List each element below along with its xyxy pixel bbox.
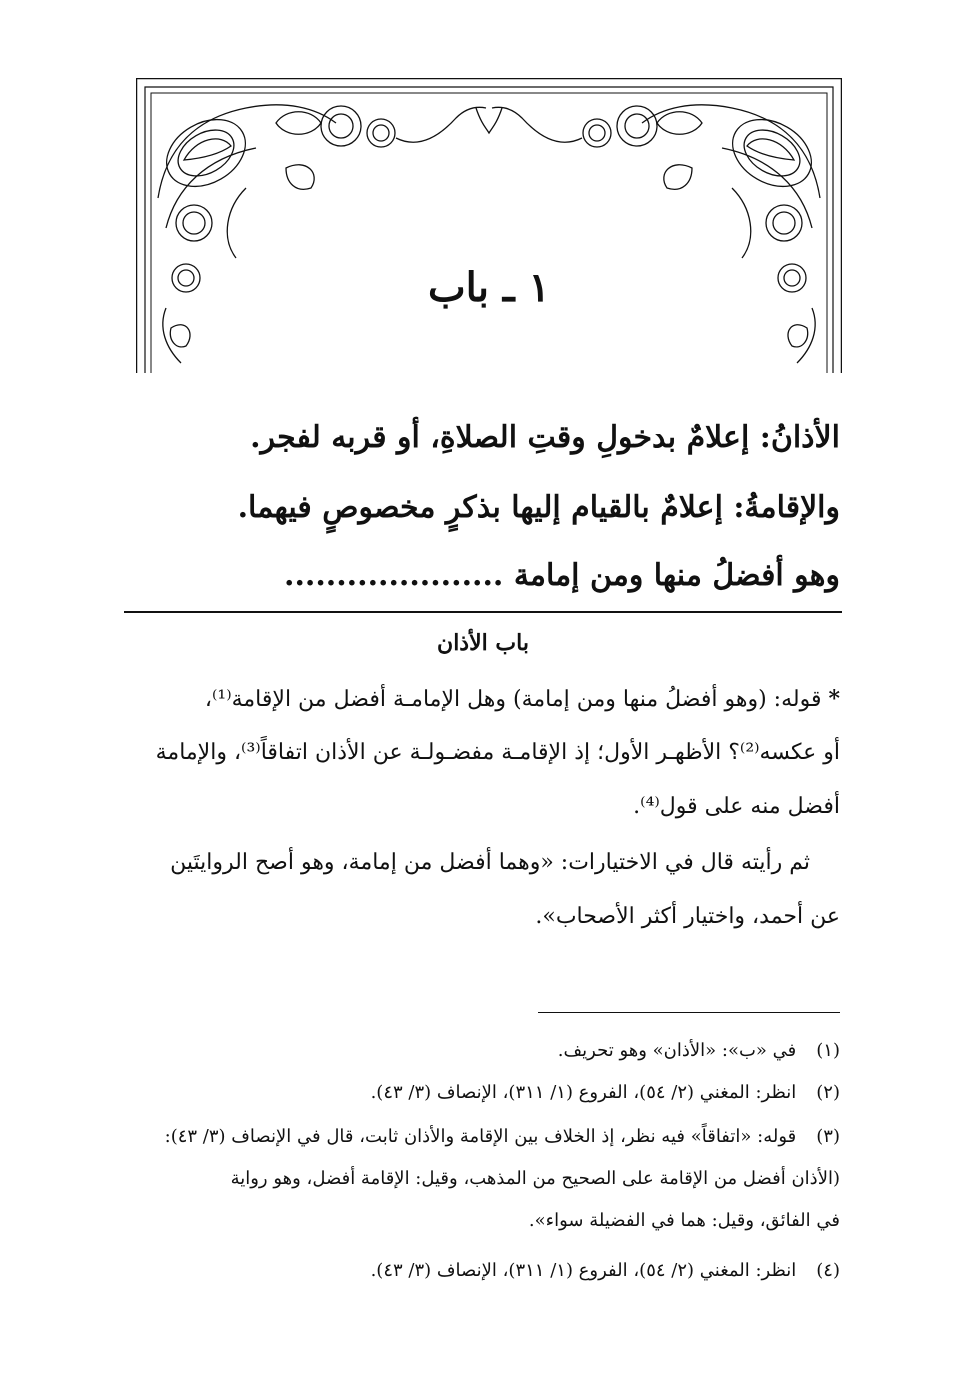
footnote-text: انظر: المغني (٢/ ٥٤)، الفروع (١/ ٣١١)، الإنصاف (٣/ ٤٣). — [370, 1082, 797, 1103]
footnote-text: قوله: «اتفاقاً» فيه نظر، إذ الخلاف بين الإقامة والأذان ثابت، قال في الإنصاف (٣/ ٤٣): — [164, 1126, 797, 1147]
footnote-3-line-3: في الفائق، وقيل: هما في الفضيلة سواء». — [528, 1210, 840, 1231]
footnote-3 — [124, 1126, 840, 1147]
commentary-p1-line2: أو عكسه⁽²⁾؟ الأظهـر الأول؛ إذ الإقامـة مفضـولـة عن الأذان اتفاقاً⁽³⁾، والإمامة — [155, 740, 840, 765]
footnote-text: انظر: المغني (٢/ ٥٤)، الفروع (١/ ٣١١)، الإنصاف (٣/ ٤٣). — [370, 1260, 797, 1281]
footnote-4 — [124, 1260, 840, 1281]
ornamental-header-frame — [136, 78, 842, 373]
footnote-number: (٤) — [816, 1260, 840, 1281]
section-heading: باب الأذان — [437, 630, 529, 656]
commentary-p1-line3: أفضل منه على قول⁽⁴⁾. — [633, 794, 840, 819]
commentary-line-1 — [124, 686, 840, 712]
matn-line-3-dots: ..................... — [284, 558, 504, 593]
matn-line-3-text: وهو أفضلُ منها ومن إمامة — [513, 558, 840, 593]
footnote-text: في «ب»: «الأذان» وهو تحريف. — [557, 1040, 797, 1061]
footnote-number: (٢) — [816, 1082, 840, 1103]
commentary-p2-line1: ثم رأيته قال في الاختيارات: «وهما أفضل من إمامة، وهو أصح الروايتَين — [170, 850, 810, 875]
footnote-divider — [538, 1012, 840, 1013]
chapter-title: ١ ـ باب — [427, 264, 551, 311]
commentary-p2-line2: عن أحمد، واختيار أكثر الأصحاب». — [535, 904, 840, 929]
star-marker: * — [828, 686, 840, 712]
commentary-p1-line1: قوله: (وهو أفضلُ منها ومن إمامة) وهل الإمامـة أفضل من الإقامة⁽¹⁾، — [204, 687, 822, 712]
matn-line-1: الأذانُ: إعلامٌ بدخولِ وقتِ الصلاةِ، أو قربه لفجر. — [250, 420, 840, 455]
matn-line-2: والإقامةُ: إعلامٌ بالقيام إليها بذكرٍ مخصوصٍ فيهما. — [237, 490, 840, 525]
footnote-number: (٣) — [816, 1126, 840, 1147]
footnote-number: (١) — [816, 1040, 840, 1061]
footnote-1 — [124, 1040, 840, 1061]
footnote-3-line-2: (الأذان أفضل من الإقامة على الصحيح من المذهب، وقيل: الإقامة أفضل، وهو رواية — [230, 1168, 840, 1189]
main-divider — [124, 611, 842, 613]
arabesque-ornament-icon — [136, 78, 842, 373]
footnote-2 — [124, 1082, 840, 1103]
matn-line-3 — [125, 558, 840, 593]
